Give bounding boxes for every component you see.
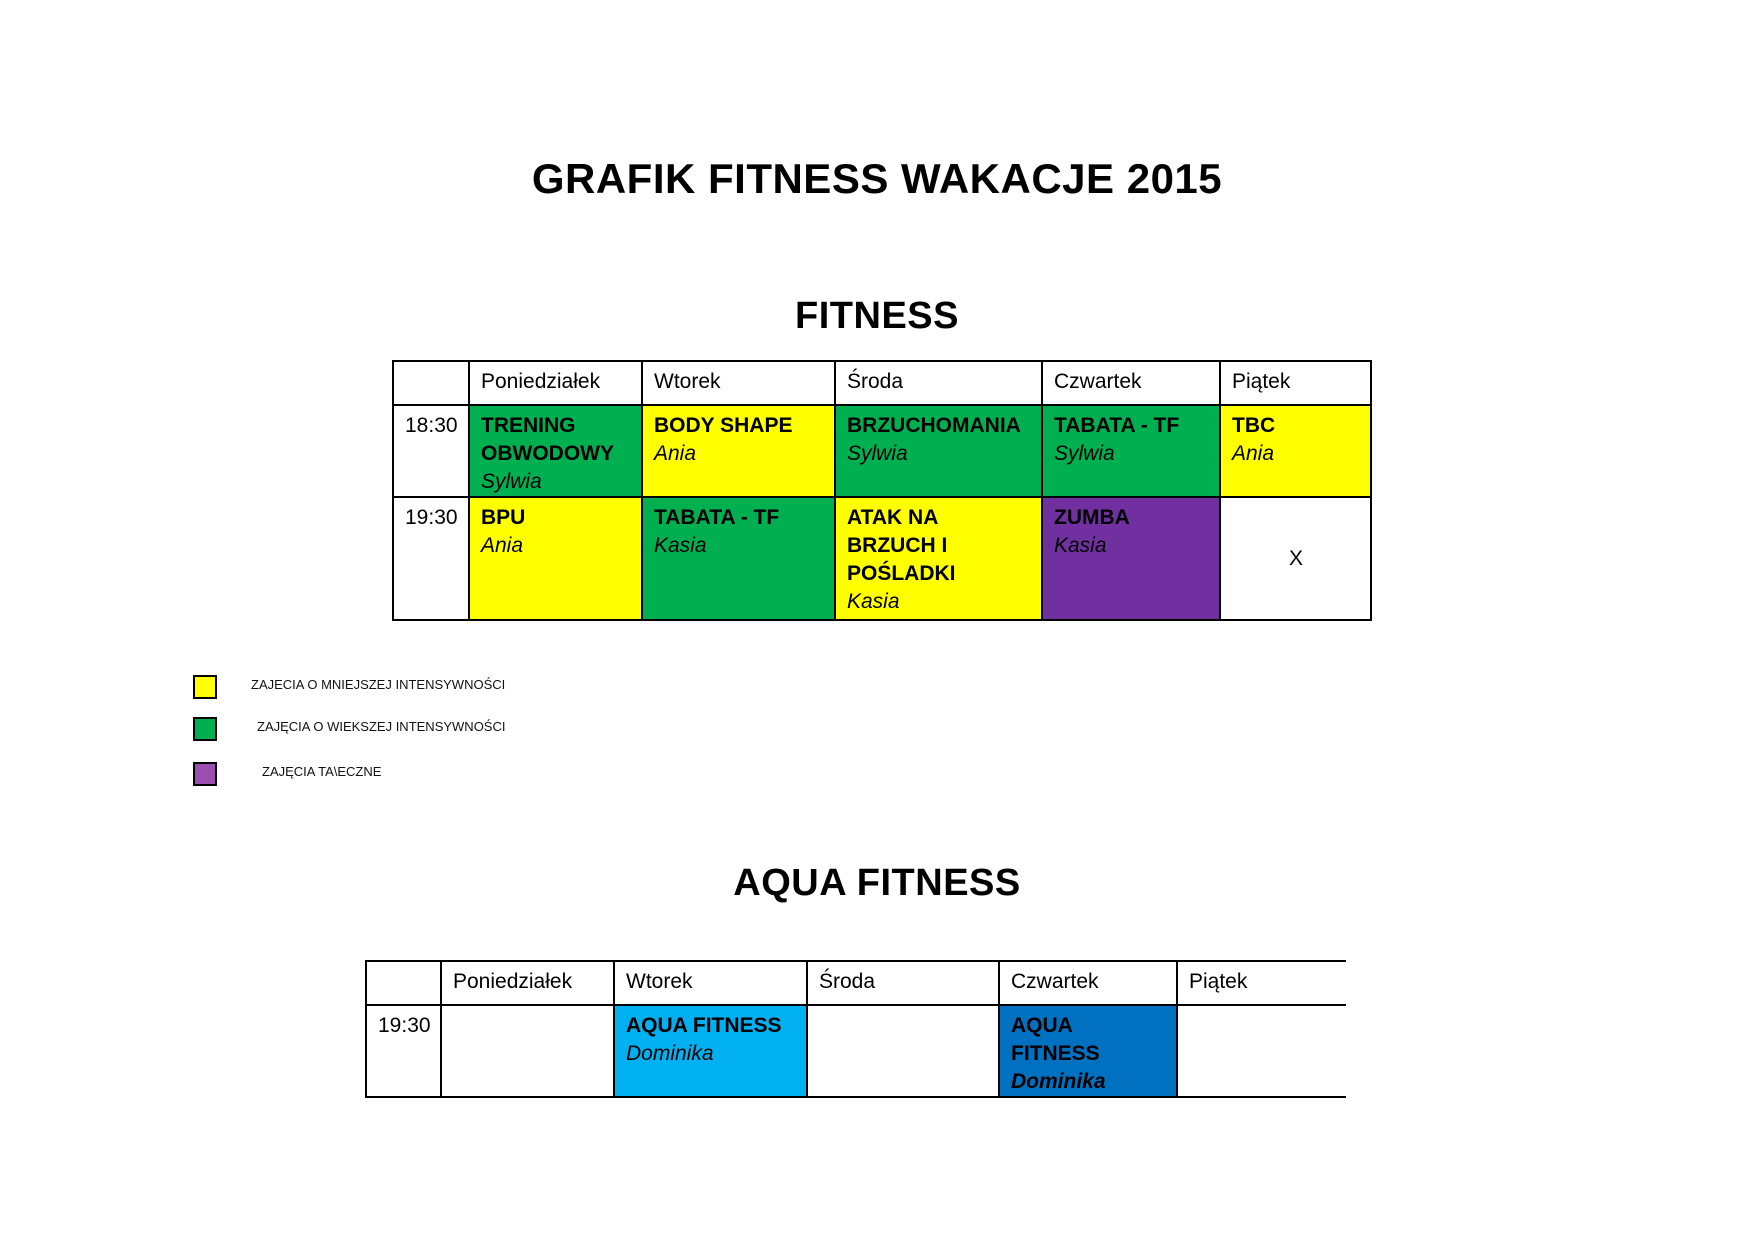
instructor-name: Kasia xyxy=(1054,534,1107,557)
aqua-row-1930 xyxy=(366,1005,1346,1097)
day-header-thursday: Czwartek xyxy=(1042,361,1220,405)
instructor-name: Ania xyxy=(1232,442,1275,465)
day-header-tuesday: Wtorek xyxy=(642,361,835,405)
class-name: ATAK NA BRZUCH I POŚLADKI xyxy=(847,506,956,585)
class-cell-friday xyxy=(1220,405,1371,497)
day-header-monday: Poniedziałek xyxy=(469,361,642,405)
class-cell-thursday xyxy=(999,1005,1177,1097)
instructor-name: Sylwia xyxy=(481,470,542,493)
class-name: BRZUCHOMANIA xyxy=(847,414,1021,437)
legend-swatch-purple xyxy=(193,762,217,786)
legend-label: ZAJĘCIA TA\ECZNE xyxy=(262,764,382,779)
fitness-header-row xyxy=(393,361,1371,405)
class-cell-tuesday xyxy=(642,497,835,620)
fitness-heading: FITNESS xyxy=(795,295,959,337)
day-header-wednesday: Środa xyxy=(835,361,1042,405)
class-name: TABATA - TF xyxy=(654,506,780,529)
instructor-name: Sylwia xyxy=(847,442,908,465)
fitness-schedule-table xyxy=(392,360,1372,621)
class-cell-tuesday xyxy=(614,1005,807,1097)
class-cell-wednesday xyxy=(835,405,1042,497)
class-cell-wednesday xyxy=(835,497,1042,620)
instructor-name: Ania xyxy=(481,534,524,557)
day-header-friday: Piątek xyxy=(1220,361,1371,405)
fitness-row-1930 xyxy=(393,497,1371,620)
class-name: BPU xyxy=(481,506,526,529)
class-cell-thursday xyxy=(1042,497,1220,620)
legend-swatch-yellow xyxy=(193,675,217,699)
class-name: ZUMBA xyxy=(1054,506,1130,529)
class-name: AQUA FITNESS xyxy=(1011,1014,1100,1065)
class-cell-monday xyxy=(469,497,642,620)
empty-cell-monday xyxy=(441,1005,614,1097)
class-name: TRENING OBWODOWY xyxy=(481,414,614,465)
instructor-name: Kasia xyxy=(847,590,900,613)
instructor-name: Dominika xyxy=(626,1042,714,1065)
aqua-fitness-heading: AQUA FITNESS xyxy=(733,862,1021,904)
legend-swatch-green xyxy=(193,717,217,741)
day-header-tuesday: Wtorek xyxy=(614,961,807,1005)
instructor-name: Dominika xyxy=(1011,1070,1106,1093)
page-title: GRAFIK FITNESS WAKACJE 2015 xyxy=(531,155,1223,202)
empty-cell-friday xyxy=(1177,1005,1346,1097)
corner-cell xyxy=(393,361,469,405)
day-header-monday: Poniedziałek xyxy=(441,961,614,1005)
class-name: TBC xyxy=(1232,414,1276,437)
class-name: AQUA FITNESS xyxy=(626,1014,782,1037)
instructor-name: Sylwia xyxy=(1054,442,1115,465)
day-header-friday: Piątek xyxy=(1177,961,1346,1005)
fitness-row-1830 xyxy=(393,405,1371,497)
class-name: BODY SHAPE xyxy=(654,414,793,437)
class-cell-monday xyxy=(469,405,642,497)
corner-cell xyxy=(366,961,441,1005)
aqua-schedule-table xyxy=(365,960,1346,1098)
instructor-name: Kasia xyxy=(654,534,707,557)
day-header-wednesday: Środa xyxy=(807,961,999,1005)
class-cell-tuesday xyxy=(642,405,835,497)
time-cell: 19:30 xyxy=(393,497,469,620)
legend-label: ZAJĘCIA O WIEKSZEJ INTENSYWNOŚCI xyxy=(257,719,506,734)
class-cell-thursday xyxy=(1042,405,1220,497)
class-name: TABATA - TF xyxy=(1054,414,1180,437)
legend-label: ZAJECIA O MNIEJSZEJ INTENSYWNOŚCI xyxy=(251,677,506,692)
aqua-header-row xyxy=(366,961,1346,1005)
instructor-name: Ania xyxy=(654,442,697,465)
empty-cell-wednesday xyxy=(807,1005,999,1097)
day-header-thursday: Czwartek xyxy=(999,961,1177,1005)
time-cell: 18:30 xyxy=(393,405,469,497)
time-cell: 19:30 xyxy=(366,1005,441,1097)
no-class-cell-friday: X xyxy=(1220,497,1371,620)
